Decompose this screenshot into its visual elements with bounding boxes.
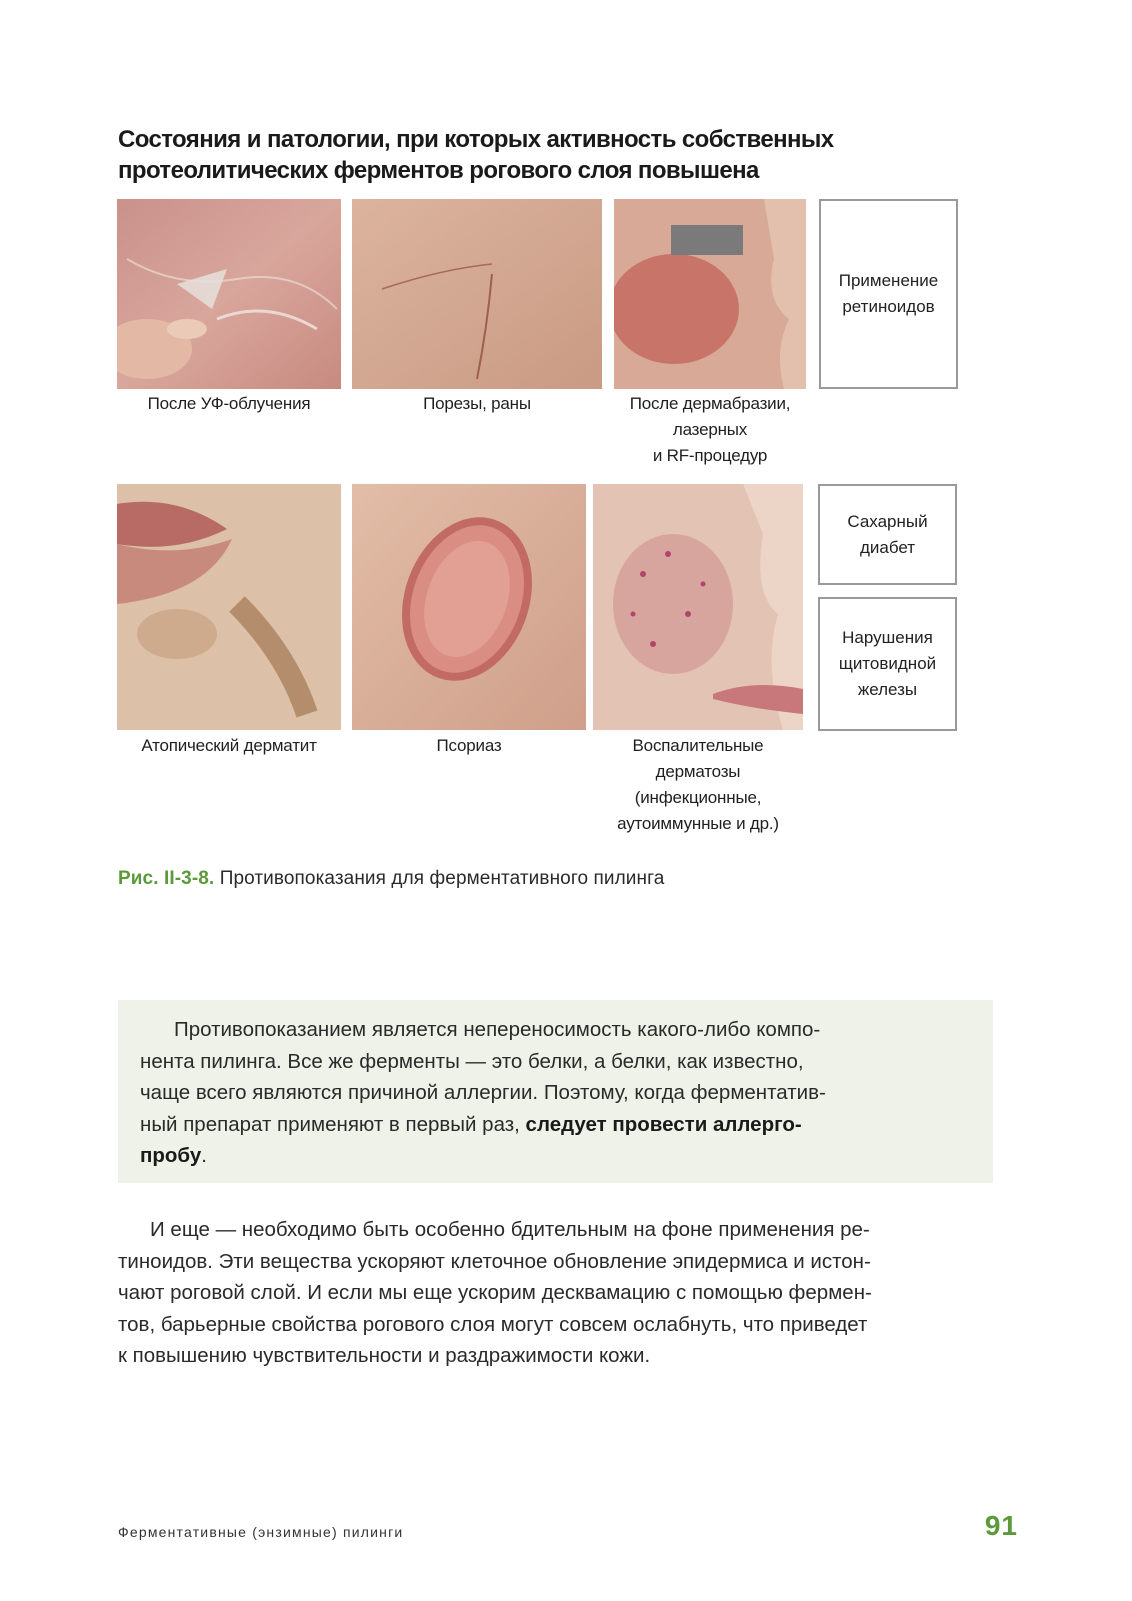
cut-wound-photo bbox=[352, 199, 602, 389]
caption-line: дерматозы bbox=[655, 762, 741, 781]
box-line: Нарушения bbox=[842, 628, 933, 647]
paragraph-line: тов, барьерные свойства рогового слоя могут совсем ослабнуть, что приведет bbox=[118, 1312, 868, 1336]
note-line bbox=[140, 1109, 973, 1141]
figure-number: Рис. II-3-8. bbox=[118, 868, 215, 889]
caption-line: После УФ-облучения bbox=[147, 394, 311, 413]
redness-face-photo bbox=[614, 199, 806, 389]
box-line: железы bbox=[857, 680, 918, 699]
paragraph-line: чают роговой слой. И если мы еще ускорим десквамацию с помощью фермен- bbox=[118, 1281, 872, 1304]
caption-line: Воспалительные bbox=[632, 736, 764, 755]
caption-line: и RF-процедур bbox=[652, 446, 768, 465]
box-line: Сахарный bbox=[847, 511, 928, 531]
running-title: Ферментативные (энзимные) пилинги bbox=[118, 1524, 404, 1540]
box-line: Применение bbox=[838, 271, 939, 290]
box-line: диабет bbox=[859, 537, 916, 557]
caption-line: лазерных bbox=[672, 420, 748, 439]
retinoids-box bbox=[819, 199, 958, 389]
caption-dermabrasion bbox=[608, 391, 812, 469]
peeling-skin-photo bbox=[117, 199, 341, 389]
note-line bbox=[140, 1140, 973, 1172]
caption-line: аутоиммунные и др.) bbox=[617, 814, 779, 833]
atopic-dermatitis-photo bbox=[117, 484, 341, 730]
paragraph-line: тиноидов. Эти вещества ускоряют клеточное обновление эпидермиса и истон- bbox=[118, 1249, 871, 1273]
caption-line: Атопический дерматит bbox=[141, 736, 317, 755]
body-paragraph bbox=[118, 1214, 998, 1372]
caption-line: После дермабразии, bbox=[629, 394, 791, 413]
figure-heading-line: Состояния и патологии, при которых активность собственных bbox=[118, 126, 834, 153]
box-line: ретиноидов bbox=[842, 297, 935, 316]
thyroid-box bbox=[818, 597, 957, 731]
highlight-note bbox=[118, 1000, 993, 1183]
figure-caption-text: Противопоказания для ферментативного пилинга bbox=[214, 868, 665, 889]
psoriasis-photo bbox=[352, 484, 586, 730]
inflammatory-dermatosis-photo bbox=[593, 484, 803, 730]
figure-heading-line: протеолитических ферментов рогового слоя повышена bbox=[118, 157, 759, 184]
caption-uv bbox=[117, 391, 341, 417]
page-number: 91 bbox=[984, 1510, 1018, 1541]
paragraph-line: И еще — необходимо быть особенно бдительным на фоне применения ре- bbox=[150, 1218, 870, 1241]
note-text: ный препарат применяют в первый раз, bbox=[140, 1112, 526, 1136]
note-bold-text: следует провести аллерго- bbox=[525, 1112, 802, 1136]
note-text: . bbox=[201, 1144, 207, 1167]
caption-line: (инфекционные, bbox=[634, 788, 762, 807]
caption-psoriasis bbox=[352, 733, 586, 759]
note-line: чаще всего являются причиной аллергии. Поэтому, когда ферментатив- bbox=[140, 1081, 826, 1104]
caption-atopic bbox=[117, 733, 341, 759]
figure-heading bbox=[118, 124, 938, 186]
caption-inflammatory bbox=[593, 733, 803, 837]
box-line: щитовидной bbox=[838, 654, 937, 673]
caption-line: Порезы, раны bbox=[423, 394, 531, 413]
diabetes-box bbox=[818, 484, 957, 585]
caption-line: Псориаз bbox=[436, 736, 502, 755]
caption-cuts bbox=[352, 391, 602, 417]
note-line: нента пилинга. Все же ферменты — это белки, а белки, как известно, bbox=[140, 1049, 804, 1073]
note-bold-text: пробу bbox=[140, 1144, 202, 1167]
paragraph-line: к повышению чувствительности и раздражимости кожи. bbox=[118, 1344, 651, 1367]
note-line: Противопоказанием является непереносимость какого-либо компо- bbox=[174, 1018, 821, 1041]
figure-caption bbox=[118, 868, 918, 890]
eye-censor-bar bbox=[671, 225, 743, 255]
